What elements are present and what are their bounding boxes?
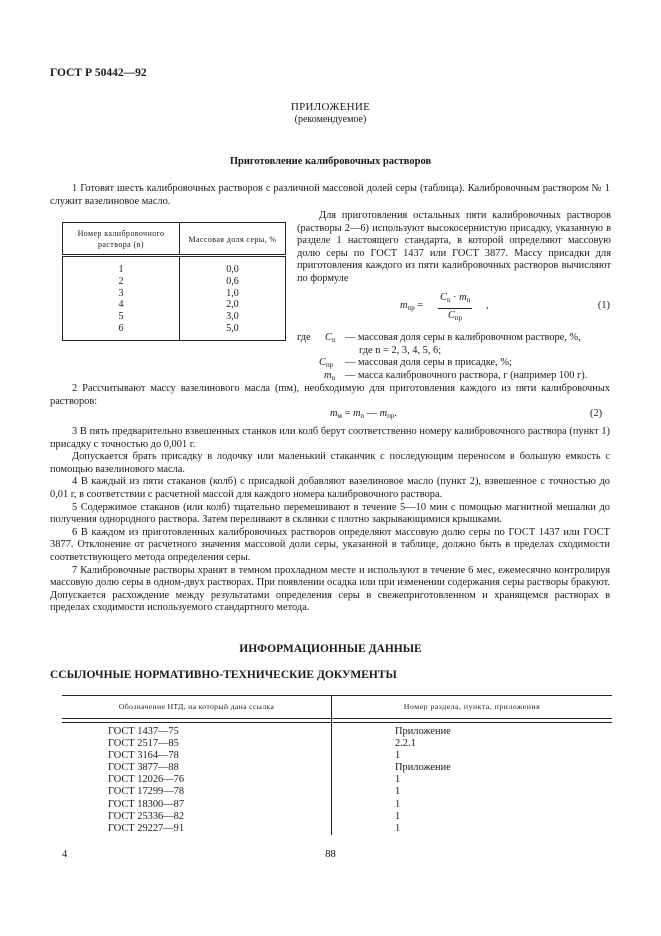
ref-document: ГОСТ 12026—76 — [108, 774, 185, 786]
calibration-table — [62, 222, 286, 341]
paragraph-2: 2 Рассчитывают массу вазелинового масла (mм), необходимую для приготовления каждого из пяти калибровочных растворов: — [50, 383, 610, 407]
ref-section: Приложение — [395, 762, 451, 774]
ref-section: 1 — [395, 810, 401, 822]
ref-section: 2.2.1 — [395, 738, 416, 750]
appendix-title: ПРИЛОЖЕНИЕ — [290, 101, 371, 113]
ref-document: ГОСТ 17299—78 — [108, 786, 185, 798]
table-row — [63, 288, 286, 300]
formula-legend — [297, 332, 617, 382]
ref-section: 1 — [395, 786, 401, 798]
formula-1-fraction: $C_n \cdot m_n$ $C_{пр}$ — [440, 292, 471, 322]
legend-row: где $C_n$ — массовая доля серы в калибровочном растворе, %, — [297, 332, 581, 344]
ref-document: ГОСТ 1437—75 — [108, 726, 179, 737]
cell: 2,0 — [180, 299, 286, 311]
cell: 5,0 — [180, 323, 286, 340]
cell: 6 — [63, 323, 180, 340]
paragraph-3: 3 В пять предварительно взвешенных станков или колб берут соответственно номеру калибровочного раствора (пункт 1) присадку с точностью до 0,001 г. — [50, 426, 610, 450]
formula-1 — [400, 292, 610, 326]
table-row — [63, 276, 286, 288]
appendix-subtitle: (рекомендуемое) — [294, 114, 367, 125]
formula-1-comma: , — [486, 300, 489, 311]
legend-row: $C_{пр}$ — массовая доля серы в присадке, %; — [319, 357, 512, 370]
cell: 1,0 — [180, 288, 286, 300]
references-table — [62, 695, 612, 835]
paragraph-1: 1 Готовят шесть калибровочных растворов с различной массовой долей серы (таблица). Калибровочным раствором № 1 служит вазелиновое масло. — [50, 183, 610, 207]
cell: 1 — [63, 256, 180, 276]
ref-section: 1 — [395, 798, 401, 810]
cell: 2 — [63, 276, 180, 288]
table-row — [63, 256, 286, 276]
paragraph-4: 4 В каждый из пяти стаканов (колб) с присадкой добавляют вазелиновое масло (пункт 2), взвешенное с точностью до 0,01 г, в соответствии с расчетной массой для каждого номера калибровочного раствора. — [50, 476, 610, 500]
legend-row: где n = 2, 3, 4, 5, 6; — [359, 344, 442, 356]
info-title: ИНФОРМАЦИОННЫЕ ДАННЫЕ — [239, 643, 422, 655]
references-title: ССЫЛОЧНЫЕ НОРМАТИВНО-ТЕХНИЧЕСКИЕ ДОКУМЕНТЫ — [50, 669, 397, 681]
ref-section: Приложение — [395, 726, 451, 737]
paragraph-5: 5 Содержимое стаканов (или колб) тщательно перемешивают в течение 5—10 мин с помощью магнитной мешалки до получения однородного раствора. Затем переливают в склянки с плотно закрывающимися крышками. — [50, 501, 610, 526]
legend-row: $m_n$ — масса калибровочного раствора, г (например 100 г). — [324, 369, 588, 382]
formula-2: $m_м = m_n$ — $m_{пр}$. — [330, 408, 397, 420]
page-number-left: 4 — [62, 849, 68, 860]
section-title: Приготовление калибровочных растворов — [229, 156, 432, 167]
formula-1-number: (1) — [597, 300, 610, 311]
table-row — [63, 311, 286, 323]
ref-column-documents — [108, 726, 184, 835]
calib-header-sulfur: Массовая доля серы, % — [180, 223, 286, 256]
cell: 5 — [63, 311, 180, 323]
formula-1-lhs: $m_{пр}$ = — [400, 300, 424, 312]
paragraph-3b: Допускается брать присадку в лодочку или маленький стаканчик с последующим переносом в большую емкость с помощью вазелинового масла. — [50, 451, 610, 475]
cell: 0,0 — [180, 256, 286, 276]
table-row — [63, 323, 286, 340]
cell: 3 — [63, 288, 180, 300]
table-row — [63, 299, 286, 311]
ref-document: ГОСТ 3877—88 — [108, 762, 179, 774]
document-code: ГОСТ Р 50442—92 — [50, 67, 147, 79]
cell: 0,6 — [180, 276, 286, 288]
paragraph-7: 7 Калибровочные растворы хранят в темном прохладном месте и используют в течение 6 мес, ежемесячно контролируя массовую долю серы в одном-двух растворах. При появлении осадка или при изменении содержания серы растворы бракуют. Допускается расхождение между результатами определения серы в свежеприготовленном и хранящемся растворах в пределах сходимости используемого стандартного метода. — [50, 564, 610, 614]
cell: 4 — [63, 299, 180, 311]
ref-header-document: Обозначение НТД, на который дана ссылка — [118, 702, 275, 711]
ref-document: ГОСТ 29227—91 — [108, 822, 185, 834]
ref-document: ГОСТ 18300—87 — [108, 798, 185, 810]
ref-document: ГОСТ 2517—85 — [108, 738, 179, 750]
ref-column-sections — [395, 726, 451, 835]
ref-section: 1 — [395, 774, 401, 786]
formula-2-number: (2) — [590, 408, 603, 419]
paragraph-6: 6 В каждом из приготовленных калибровочных растворов определяют массовую долю серы по ГОСТ 1437 или ГОСТ 3877. Отклонение от расчетного значения массовой доли серы, указанной в таблице, должно быть в пределах сходимости соответствующего метода определения серы. — [50, 526, 610, 563]
paragraph-1-continued: Для приготовления остальных пяти калибровочных растворов (растворы 2—6) используют высокосернистую присадку, указанную в разделе 1 настоящего стандарта, в которой определяют массовую долю серы по ГОСТ 1437 или ГОСТ 3877. Массу присадки для приготовления каждого из пяти калибровочных растворов вычисляют по формуле — [297, 210, 611, 284]
ref-section: 1 — [395, 822, 401, 834]
cell: 3,0 — [180, 311, 286, 323]
ref-document: ГОСТ 3164—78 — [108, 750, 179, 762]
ref-section: 1 — [395, 750, 401, 762]
ref-header-section: Номер раздела, пункта, приложения — [403, 702, 541, 711]
ref-document: ГОСТ 25336—82 — [108, 810, 185, 822]
calib-header-number: Номер калибровочного раствора (n) — [63, 223, 180, 256]
page-number-center: 88 — [325, 849, 336, 860]
paragraphs-3-7 — [50, 426, 610, 615]
